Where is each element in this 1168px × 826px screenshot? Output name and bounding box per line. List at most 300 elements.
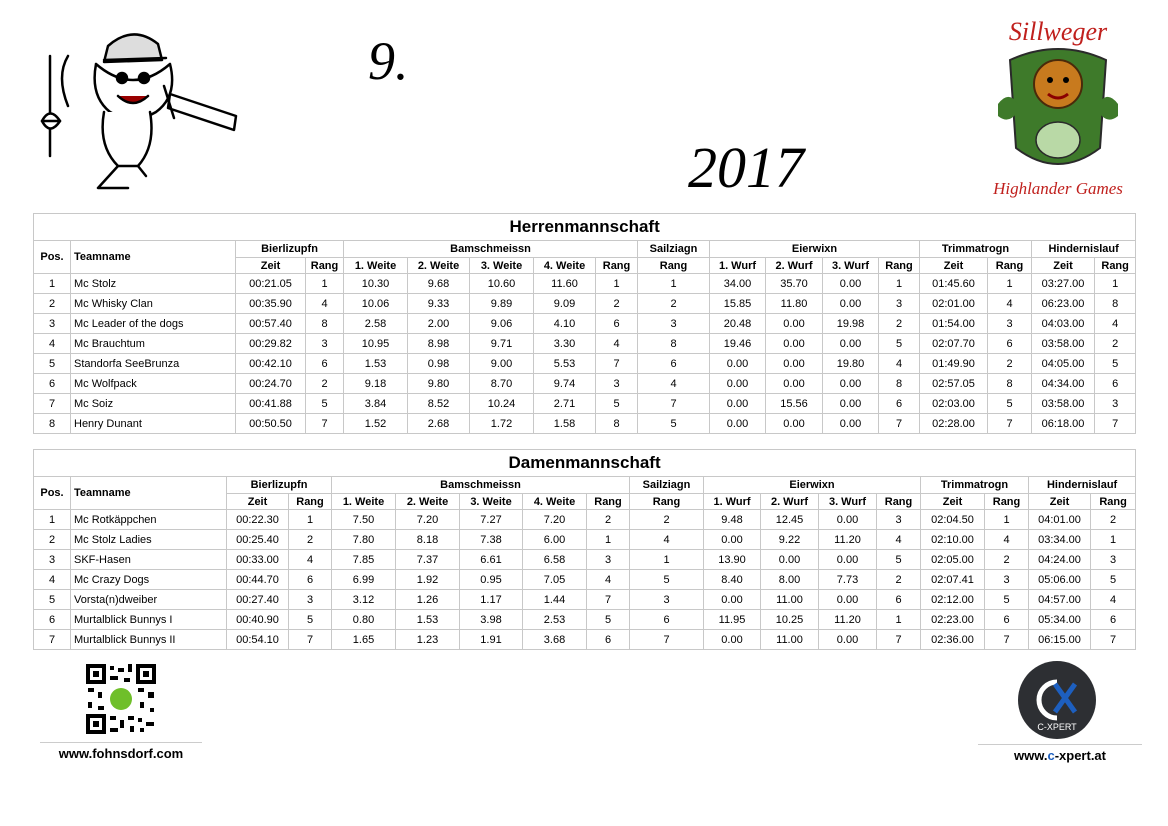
value-cell: 3	[1091, 550, 1136, 570]
value-cell: 10.06	[344, 294, 408, 314]
col-rang: Rang	[985, 494, 1029, 510]
value-cell: 2	[638, 294, 710, 314]
value-cell: 8.18	[396, 530, 460, 550]
value-cell: 1	[1095, 274, 1136, 294]
damenmannschaft-table	[33, 449, 1136, 650]
value-cell: 3	[587, 550, 630, 570]
value-cell: 5	[877, 550, 921, 570]
value-cell: 1.58	[534, 414, 596, 434]
viking-mascot-image	[38, 26, 242, 194]
qr-code-image[interactable]	[86, 664, 156, 734]
value-cell: 00:29.82	[236, 334, 306, 354]
value-cell: 4	[289, 550, 332, 570]
value-cell: 5	[289, 610, 332, 630]
value-cell: 7	[596, 354, 638, 374]
position-cell: 1	[34, 274, 71, 294]
value-cell: 1.53	[344, 354, 408, 374]
value-cell: 6.61	[460, 550, 523, 570]
team-name-cell: Henry Dunant	[71, 414, 236, 434]
value-cell: 11.00	[761, 630, 819, 650]
value-cell: 02:01.00	[920, 294, 988, 314]
value-cell: 2	[1091, 510, 1136, 530]
value-cell: 9.06	[470, 314, 534, 334]
table-row	[34, 414, 1136, 434]
value-cell: 9.00	[470, 354, 534, 374]
value-cell: 6	[985, 610, 1029, 630]
col-zeit: Zeit	[227, 494, 289, 510]
value-cell: 0.98	[408, 354, 470, 374]
value-cell: 9.22	[761, 530, 819, 550]
value-cell: 00:27.40	[227, 590, 289, 610]
col-wurf-3: 3. Wurf	[823, 258, 879, 274]
col-zeit: Zeit	[920, 258, 988, 274]
value-cell: 7	[638, 394, 710, 414]
value-cell: 1	[596, 274, 638, 294]
value-cell: 7	[289, 630, 332, 650]
value-cell: 8	[306, 314, 344, 334]
col-rang: Rang	[1095, 258, 1136, 274]
value-cell: 2	[289, 530, 332, 550]
value-cell: 02:04.50	[921, 510, 985, 530]
value-cell: 20.48	[710, 314, 766, 334]
col-weite-4: 4. Weite	[534, 258, 596, 274]
col-rang: Rang	[587, 494, 630, 510]
value-cell: 19.46	[710, 334, 766, 354]
value-cell: 10.30	[344, 274, 408, 294]
value-cell: 02:10.00	[921, 530, 985, 550]
value-cell: 6.58	[523, 550, 587, 570]
col-rang: Rang	[988, 258, 1032, 274]
value-cell: 04:34.00	[1032, 374, 1095, 394]
value-cell: 9.09	[534, 294, 596, 314]
value-cell: 7	[877, 630, 921, 650]
crest-bottom-text: Highlander Games	[993, 179, 1123, 198]
value-cell: 7	[985, 630, 1029, 650]
value-cell: 04:24.00	[1029, 550, 1091, 570]
value-cell: 7.73	[819, 570, 877, 590]
value-cell: 02:28.00	[920, 414, 988, 434]
group-eierwixn: Eierwixn	[710, 241, 920, 258]
table-row	[34, 334, 1136, 354]
event-year: 2017	[688, 135, 804, 200]
col-weite-4: 4. Weite	[523, 494, 587, 510]
value-cell: 1	[879, 274, 920, 294]
position-cell: 3	[34, 314, 71, 334]
value-cell: 0.00	[704, 530, 761, 550]
value-cell: 3	[1095, 394, 1136, 414]
col-teamname: Teamname	[71, 477, 227, 510]
team-name-cell: Mc Stolz Ladies	[71, 530, 227, 550]
value-cell: 00:33.00	[227, 550, 289, 570]
value-cell: 1	[988, 274, 1032, 294]
value-cell: 3.84	[344, 394, 408, 414]
value-cell: 02:36.00	[921, 630, 985, 650]
value-cell: 0.00	[766, 414, 823, 434]
value-cell: 3.68	[523, 630, 587, 650]
table-title: Herrenmannschaft	[34, 214, 1136, 241]
value-cell: 10.25	[761, 610, 819, 630]
herrenmannschaft-table	[33, 213, 1136, 434]
value-cell: 7	[1091, 630, 1136, 650]
position-cell: 6	[34, 374, 71, 394]
value-cell: 0.80	[332, 610, 396, 630]
table-title: Damenmannschaft	[34, 450, 1136, 477]
team-name-cell: SKF-Hasen	[71, 550, 227, 570]
value-cell: 0.00	[819, 510, 877, 530]
table-row	[34, 610, 1136, 630]
col-rang: Rang	[638, 258, 710, 274]
position-cell: 7	[34, 394, 71, 414]
value-cell: 34.00	[710, 274, 766, 294]
value-cell: 02:03.00	[920, 394, 988, 414]
value-cell: 8.70	[470, 374, 534, 394]
value-cell: 11.95	[704, 610, 761, 630]
col-weite-3: 3. Weite	[460, 494, 523, 510]
value-cell: 00:24.70	[236, 374, 306, 394]
value-cell: 11.60	[534, 274, 596, 294]
value-cell: 2.68	[408, 414, 470, 434]
table-row	[34, 590, 1136, 610]
position-cell: 5	[34, 354, 71, 374]
position-cell: 2	[34, 294, 71, 314]
team-name-cell: Mc Brauchtum	[71, 334, 236, 354]
value-cell: 8	[988, 374, 1032, 394]
value-cell: 06:23.00	[1032, 294, 1095, 314]
value-cell: 01:54.00	[920, 314, 988, 334]
table-row	[34, 550, 1136, 570]
col-weite-1: 1. Weite	[332, 494, 396, 510]
value-cell: 0.00	[823, 414, 879, 434]
table-row	[34, 294, 1136, 314]
value-cell: 1.72	[470, 414, 534, 434]
value-cell: 9.89	[470, 294, 534, 314]
value-cell: 7.37	[396, 550, 460, 570]
value-cell: 6	[1091, 610, 1136, 630]
value-cell: 9.74	[534, 374, 596, 394]
position-cell: 1	[34, 510, 71, 530]
value-cell: 19.98	[823, 314, 879, 334]
team-name-cell: Murtalblick Bunnys II	[71, 630, 227, 650]
team-name-cell: Mc Wolfpack	[71, 374, 236, 394]
value-cell: 3	[306, 334, 344, 354]
value-cell: 02:07.70	[920, 334, 988, 354]
value-cell: 4	[877, 530, 921, 550]
col-wurf-2: 2. Wurf	[761, 494, 819, 510]
value-cell: 2	[596, 294, 638, 314]
edition-number: 9.	[368, 31, 409, 91]
value-cell: 8.98	[408, 334, 470, 354]
table-row	[34, 374, 1136, 394]
value-cell: 3	[630, 590, 704, 610]
value-cell: 1.17	[460, 590, 523, 610]
col-teamname: Teamname	[71, 241, 236, 274]
value-cell: 01:45.60	[920, 274, 988, 294]
value-cell: 3	[638, 314, 710, 334]
group-trimmatrogn: Trimmatrogn	[921, 477, 1029, 494]
value-cell: 2.71	[534, 394, 596, 414]
value-cell: 00:22.30	[227, 510, 289, 530]
value-cell: 8	[638, 334, 710, 354]
value-cell: 2	[1095, 334, 1136, 354]
value-cell: 7	[306, 414, 344, 434]
value-cell: 1.44	[523, 590, 587, 610]
value-cell: 3	[877, 510, 921, 530]
value-cell: 0.00	[819, 590, 877, 610]
value-cell: 9.71	[470, 334, 534, 354]
value-cell: 00:21.05	[236, 274, 306, 294]
value-cell: 5	[879, 334, 920, 354]
value-cell: 1	[630, 550, 704, 570]
group-bierlizupfn: Bierlizupfn	[227, 477, 332, 494]
value-cell: 7.85	[332, 550, 396, 570]
value-cell: 9.80	[408, 374, 470, 394]
value-cell: 0.00	[766, 374, 823, 394]
table-row	[34, 630, 1136, 650]
value-cell: 19.80	[823, 354, 879, 374]
url-suffix: -xpert.at	[1054, 748, 1106, 763]
value-cell: 5	[630, 570, 704, 590]
value-cell: 0.00	[766, 354, 823, 374]
value-cell: 1.91	[460, 630, 523, 650]
value-cell: 5	[1095, 354, 1136, 374]
value-cell: 00:35.90	[236, 294, 306, 314]
crest-top-text: Sillweger	[1008, 17, 1108, 46]
value-cell: 04:57.00	[1029, 590, 1091, 610]
value-cell: 00:40.90	[227, 610, 289, 630]
col-pos: Pos.	[34, 241, 71, 274]
team-name-cell: Mc Rotkäppchen	[71, 510, 227, 530]
value-cell: 5	[988, 394, 1032, 414]
value-cell: 05:34.00	[1029, 610, 1091, 630]
value-cell: 5	[596, 394, 638, 414]
value-cell: 4	[596, 334, 638, 354]
value-cell: 00:54.10	[227, 630, 289, 650]
value-cell: 1.65	[332, 630, 396, 650]
position-cell: 7	[34, 630, 71, 650]
cxpert-link[interactable]	[978, 744, 1142, 763]
value-cell: 3	[289, 590, 332, 610]
value-cell: 4	[1095, 314, 1136, 334]
team-name-cell: Mc Soiz	[71, 394, 236, 414]
highlander-games-crest-logo	[980, 8, 1136, 204]
value-cell: 03:58.00	[1032, 394, 1095, 414]
value-cell: 7	[988, 414, 1032, 434]
table-row	[34, 314, 1136, 334]
value-cell: 0.00	[819, 630, 877, 650]
value-cell: 00:42.10	[236, 354, 306, 374]
value-cell: 7.50	[332, 510, 396, 530]
value-cell: 1	[289, 510, 332, 530]
value-cell: 4	[638, 374, 710, 394]
team-name-cell: Mc Whisky Clan	[71, 294, 236, 314]
value-cell: 35.70	[766, 274, 823, 294]
value-cell: 9.33	[408, 294, 470, 314]
team-name-cell: Murtalblick Bunnys I	[71, 610, 227, 630]
value-cell: 02:12.00	[921, 590, 985, 610]
value-cell: 2	[587, 510, 630, 530]
value-cell: 8	[596, 414, 638, 434]
value-cell: 00:44.70	[227, 570, 289, 590]
value-cell: 02:23.00	[921, 610, 985, 630]
col-weite-2: 2. Weite	[408, 258, 470, 274]
col-weite-2: 2. Weite	[396, 494, 460, 510]
value-cell: 7.20	[523, 510, 587, 530]
value-cell: 0.00	[761, 550, 819, 570]
value-cell: 1	[587, 530, 630, 550]
value-cell: 5.53	[534, 354, 596, 374]
group-hindernislauf: Hindernislauf	[1032, 241, 1136, 258]
value-cell: 1	[638, 274, 710, 294]
team-name-cell: Mc Stolz	[71, 274, 236, 294]
value-cell: 2	[630, 510, 704, 530]
table-row	[34, 530, 1136, 550]
value-cell: 02:05.00	[921, 550, 985, 570]
group-eierwixn: Eierwixn	[704, 477, 921, 494]
value-cell: 8	[1095, 294, 1136, 314]
value-cell: 8.40	[704, 570, 761, 590]
value-cell: 0.00	[710, 354, 766, 374]
table-row	[34, 510, 1136, 530]
value-cell: 1.52	[344, 414, 408, 434]
value-cell: 7	[1095, 414, 1136, 434]
value-cell: 04:05.00	[1032, 354, 1095, 374]
value-cell: 5	[638, 414, 710, 434]
value-cell: 00:25.40	[227, 530, 289, 550]
value-cell: 1	[306, 274, 344, 294]
value-cell: 5	[306, 394, 344, 414]
position-cell: 6	[34, 610, 71, 630]
value-cell: 2.00	[408, 314, 470, 334]
value-cell: 3	[596, 374, 638, 394]
value-cell: 3	[985, 570, 1029, 590]
value-cell: 2	[877, 570, 921, 590]
value-cell: 12.45	[761, 510, 819, 530]
value-cell: 7	[879, 414, 920, 434]
position-cell: 8	[34, 414, 71, 434]
value-cell: 0.00	[823, 274, 879, 294]
value-cell: 1.53	[396, 610, 460, 630]
col-zeit: Zeit	[1032, 258, 1095, 274]
url-brand: c	[1047, 748, 1055, 763]
value-cell: 7.80	[332, 530, 396, 550]
team-name-cell: Standorfa SeeBrunza	[71, 354, 236, 374]
col-pos: Pos.	[34, 477, 71, 510]
group-bamschmeissn: Bamschmeissn	[332, 477, 630, 494]
position-cell: 4	[34, 570, 71, 590]
svg-text:C-XPERT: C-XPERT	[1037, 722, 1077, 732]
value-cell: 6.00	[523, 530, 587, 550]
fohnsdorf-link[interactable]: www.fohnsdorf.com	[40, 742, 202, 761]
value-cell: 1.23	[396, 630, 460, 650]
group-bamschmeissn: Bamschmeissn	[344, 241, 638, 258]
value-cell: 00:41.88	[236, 394, 306, 414]
col-zeit: Zeit	[921, 494, 985, 510]
value-cell: 5	[587, 610, 630, 630]
col-rang: Rang	[596, 258, 638, 274]
value-cell: 2	[306, 374, 344, 394]
table-row	[34, 570, 1136, 590]
value-cell: 03:58.00	[1032, 334, 1095, 354]
value-cell: 10.60	[470, 274, 534, 294]
value-cell: 00:50.50	[236, 414, 306, 434]
cxpert-logo[interactable]	[1017, 660, 1097, 740]
table-row	[34, 394, 1136, 414]
value-cell: 0.95	[460, 570, 523, 590]
col-rang: Rang	[306, 258, 344, 274]
value-cell: 7.27	[460, 510, 523, 530]
value-cell: 1	[877, 610, 921, 630]
col-zeit: Zeit	[236, 258, 306, 274]
team-name-cell: Vorsta(n)dweiber	[71, 590, 227, 610]
value-cell: 1	[985, 510, 1029, 530]
value-cell: 9.18	[344, 374, 408, 394]
value-cell: 3.30	[534, 334, 596, 354]
value-cell: 9.68	[408, 274, 470, 294]
col-weite-1: 1. Weite	[344, 258, 408, 274]
value-cell: 4	[985, 530, 1029, 550]
group-trimmatrogn: Trimmatrogn	[920, 241, 1032, 258]
group-hindernislauf: Hindernislauf	[1029, 477, 1136, 494]
value-cell: 0.00	[823, 294, 879, 314]
value-cell: 15.85	[710, 294, 766, 314]
value-cell: 0.00	[823, 334, 879, 354]
team-name-cell: Mc Leader of the dogs	[71, 314, 236, 334]
value-cell: 11.20	[819, 530, 877, 550]
value-cell: 6	[988, 334, 1032, 354]
value-cell: 2	[988, 354, 1032, 374]
value-cell: 06:18.00	[1032, 414, 1095, 434]
value-cell: 2.53	[523, 610, 587, 630]
value-cell: 6	[596, 314, 638, 334]
value-cell: 7.38	[460, 530, 523, 550]
value-cell: 5	[985, 590, 1029, 610]
value-cell: 03:34.00	[1029, 530, 1091, 550]
col-rang: Rang	[1091, 494, 1136, 510]
col-zeit: Zeit	[1029, 494, 1091, 510]
col-wurf-3: 3. Wurf	[819, 494, 877, 510]
position-cell: 2	[34, 530, 71, 550]
value-cell: 0.00	[710, 374, 766, 394]
value-cell: 9.48	[704, 510, 761, 530]
value-cell: 10.95	[344, 334, 408, 354]
value-cell: 4	[988, 294, 1032, 314]
value-cell: 8	[879, 374, 920, 394]
table-row	[34, 354, 1136, 374]
value-cell: 0.00	[704, 590, 761, 610]
value-cell: 01:49.90	[920, 354, 988, 374]
value-cell: 8.00	[761, 570, 819, 590]
value-cell: 04:01.00	[1029, 510, 1091, 530]
col-rang: Rang	[877, 494, 921, 510]
value-cell: 0.00	[823, 374, 879, 394]
value-cell: 0.00	[710, 414, 766, 434]
value-cell: 15.56	[766, 394, 823, 414]
value-cell: 05:06.00	[1029, 570, 1091, 590]
value-cell: 7	[630, 630, 704, 650]
value-cell: 06:15.00	[1029, 630, 1091, 650]
team-name-cell: Mc Crazy Dogs	[71, 570, 227, 590]
value-cell: 6	[638, 354, 710, 374]
value-cell: 5	[1091, 570, 1136, 590]
value-cell: 0.00	[819, 550, 877, 570]
value-cell: 8.52	[408, 394, 470, 414]
col-wurf-2: 2. Wurf	[766, 258, 823, 274]
value-cell: 3.12	[332, 590, 396, 610]
value-cell: 6	[289, 570, 332, 590]
col-weite-3: 3. Weite	[470, 258, 534, 274]
col-rang: Rang	[879, 258, 920, 274]
value-cell: 10.24	[470, 394, 534, 414]
